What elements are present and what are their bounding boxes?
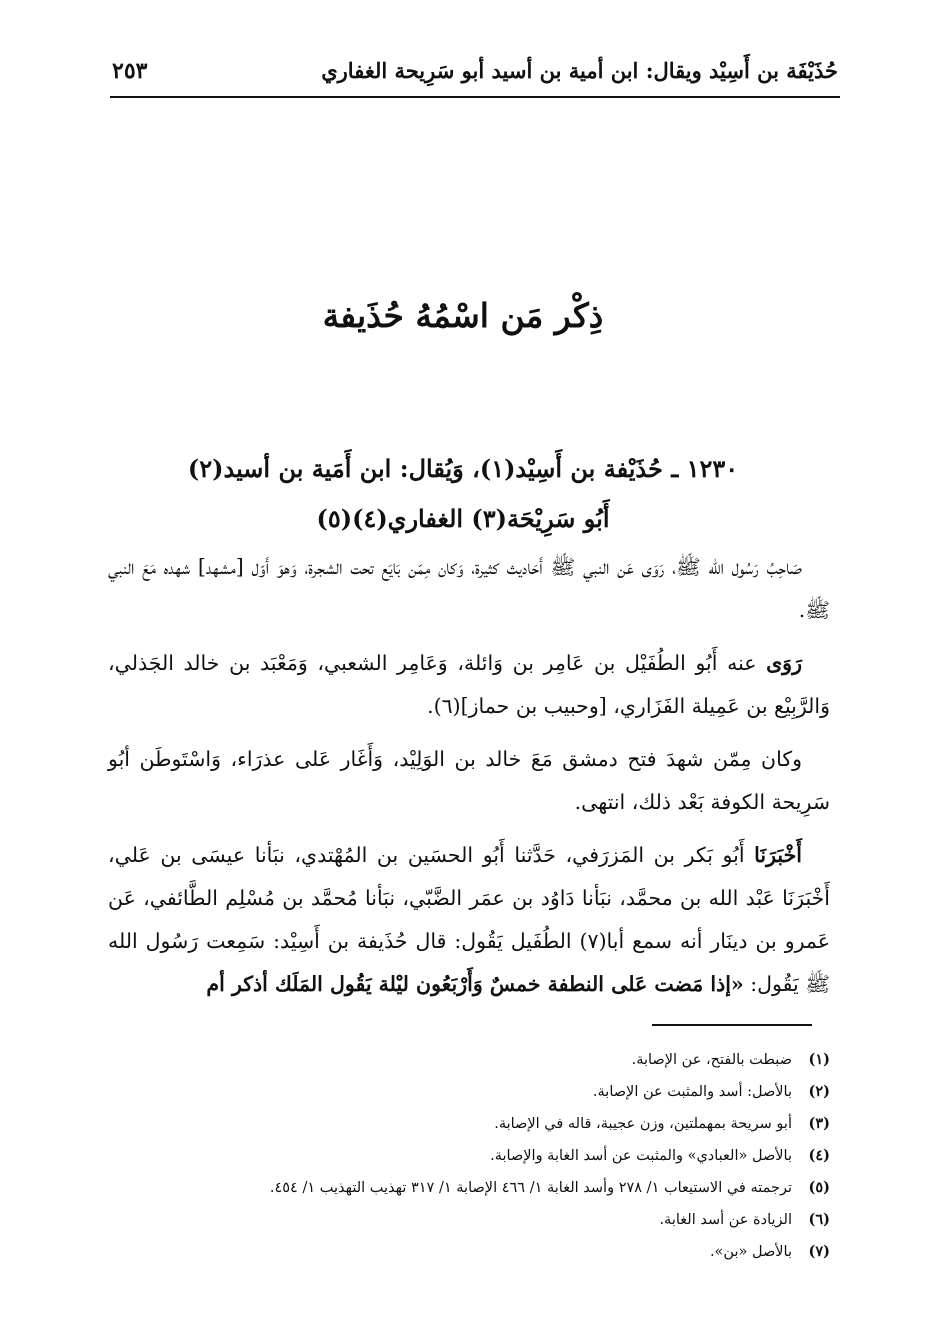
paragraph-text: عنه أَبُو الطُفَيْل بن عَامِر بن وَائلة، وَعَامِر الشعبي، وَمَعْبَد بن خالد الجَذلي، وَالرَّبِيْع بن عَمِيلة الفَزَاري، [وحبيب بن حماز](٦).	[108, 651, 830, 718]
footnote-text: الزيادة عن أسد الغابة.	[659, 1212, 792, 1228]
paragraph-text: وكان مِمّن شهدَ فتح دمشق مَعَ خالد بن الوَلِيْد، وَأَغَار عَلى عذرَاء، وَاسْتَوطَن أبُو سَرِيحة الكوفة بَعْد ذلك، انتهى.	[108, 747, 830, 814]
entry-heading	[100, 444, 826, 544]
footnote-rule	[652, 1024, 812, 1026]
body-text	[108, 546, 830, 1006]
footnote-text: ضبطت بالفتح، عن الإصابة.	[631, 1052, 792, 1068]
footnote-number: (٤)	[808, 1147, 830, 1164]
footnote	[160, 1044, 830, 1076]
footnote-text: أبو سريحة بمهملتين، وزن عجيبة، قاله في الإصابة.	[494, 1116, 792, 1132]
header-rule	[110, 96, 840, 98]
paragraph	[108, 642, 830, 728]
footnote-text: ترجمته في الاستيعاب ١/ ٢٧٨ وأسد الغابة ١/ ٤٦٦ الإصابة ١/ ٣١٧ تهذيب التهذيب ١/ ٤٥٤.	[269, 1180, 792, 1196]
footnote-number: (٦)	[808, 1211, 830, 1228]
footnote-number: (٧)	[808, 1243, 830, 1260]
footnote	[160, 1172, 830, 1204]
paragraph	[108, 546, 830, 632]
running-head-title: حُذَيْفَة بن أَسِيْد ويقال: ابن أمية بن أسيد أبو سَرِيحة الغفاري	[321, 58, 838, 83]
paragraph	[108, 738, 830, 824]
footnote-number: (٣)	[808, 1115, 830, 1132]
page-number: ٢٥٣	[112, 58, 148, 84]
footnote-text: بالأصل «العبادي» والمثبت عن أسد الغابة والإصابة.	[490, 1148, 792, 1164]
entry-heading-line-2: أَبُو سَرِيْحَة(٣) الغفاري(٤)(٥)	[316, 504, 610, 533]
footnote-number: (١)	[808, 1051, 830, 1068]
running-header	[112, 58, 838, 92]
footnotes	[160, 1044, 830, 1268]
section-title: ذِكْر مَن اسْمُهُ حُذَيفة	[322, 296, 604, 335]
footnote	[160, 1204, 830, 1236]
footnote	[160, 1108, 830, 1140]
paragraph-lead: أَخْبَرَنَا	[754, 843, 802, 867]
footnote	[160, 1236, 830, 1268]
paragraph-lead: رَوَى	[766, 651, 802, 675]
footnote-text: بالأصل «بن».	[709, 1244, 792, 1260]
footnote-text: بالأصل: أسد والمثبت عن الإصابة.	[592, 1084, 792, 1100]
paragraph-text: صَاحِبُ رَسُول الله ﷺ، رَوَى عَن النبي ﷺ أَحَاديث كثيرة، وَكان مِمّن بَايَع تحت الشجرة، وَهوَ أَوّل [مشهد] شهده مَعَ النبي ﷺ.	[108, 555, 830, 622]
entry-heading-line-1: ١٢٣٠ ـ حُذَيْفة بن أَسِيْد(١)، وَيُقال: ابن أَمَية بن أسيد(٢)	[187, 454, 739, 483]
footnote-number: (٥)	[808, 1179, 830, 1196]
footnote-number: (٢)	[808, 1083, 830, 1100]
footnote	[160, 1076, 830, 1108]
paragraph-text: أَبُو بَكر بن المَزرَفي، حَدَّثنا أَبُو الحسَين بن المُهْتدي، نبَأنا عيسَى بن عَلي، أَخْبَرَنَا عَبْد الله بن محمَّد، نبَأنا دَاوُد بن عمَر الضَّبّي، نبَأنا مُحمَّد بن مُسْلِم الطَّائفي، عَن عَمرو بن دينَار أنه سمع أبا(٧) الطُفَيل يَقُول: قال حُذَيفة بن أَسِيْد: سَمِعت رَسُول الله ﷺ يَقُول:	[108, 843, 830, 996]
footnote	[160, 1140, 830, 1172]
paragraph	[108, 834, 830, 1006]
hadith-text: «إذا مَضت عَلى النطفة خمسٌ وَأَرْبَعُون ليْلة يَقُول المَلَك أذكر أم	[206, 972, 744, 996]
